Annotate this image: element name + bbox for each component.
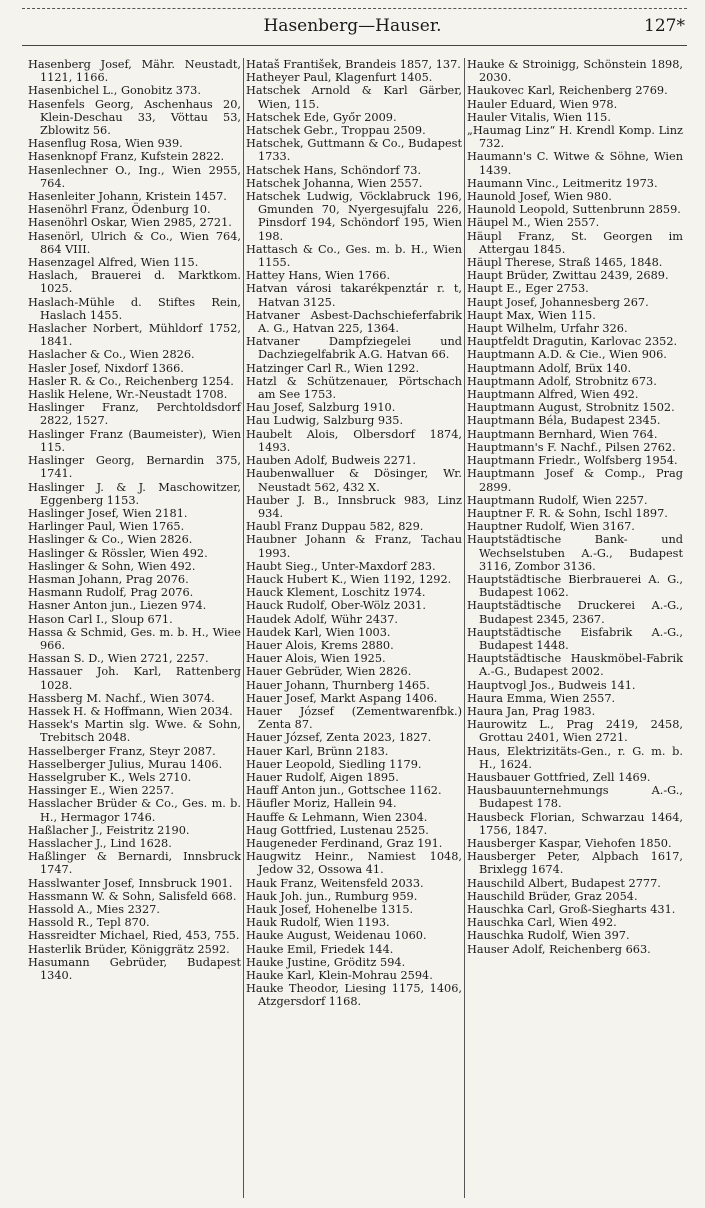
directory-entry: Hauschka Carl, Wien 492. [467,916,617,930]
directory-entry: Hauler Eduard, Wien 978. [467,97,618,111]
directory-entry: Haugeneder Ferdinand, Graz 191. [246,836,443,850]
directory-entry: Hasenörl, Ulrich & Co., Wien 764, 864 VIII. [28,229,241,256]
directory-entry: Haumann's C. Witwe & Söhne, Wien 1439. [467,150,683,177]
directory-entry: Hasenlechner O., Ing., Wien 2955, 764. [28,163,241,190]
directory-entry: Hauptmann Rudolf, Wien 2257. [467,493,648,507]
directory-entry: Hauber J. B., Innsbruck 983, Linz 934. [246,493,462,520]
directory-entry: Haslinger Josef, Wien 2181. [28,506,188,520]
directory-entry: Hauser Adolf, Reichenberg 663. [467,942,651,956]
page-header [0,16,705,42]
directory-entry: Hasler R. & Co., Reichenberg 1254. [28,374,234,388]
directory-entry: Hauptvogl Jos., Budweis 141. [467,678,636,692]
directory-entry: Hattey Hans, Wien 1766. [246,269,391,283]
directory-entry: Hauptmann Adolf, Brüx 140. [467,361,632,375]
directory-entry: Hauk Joh. jun., Rumburg 959. [246,889,418,903]
directory-entry: Hauschka Carl, Groß-Siegharts 431. [467,903,676,916]
directory-entry: Hauke Karl, Klein-Mohrau 2594. [246,969,433,983]
directory-entry: Haupt Max, Wien 115. [467,308,596,322]
column-2 [243,58,464,1198]
directory-entry: Hauptmann Bernhard, Wien 764. [467,427,658,441]
directory-entry: Hasenbichel L., Gonobitz 373. [28,84,201,98]
directory-entry: Hauke & Stroinigg, Schönstein 1898, 2030. [467,58,683,85]
directory-entry: Hasler Josef, Nixdorf 1366. [28,361,184,375]
directory-entry: Hauler Vitalis, Wien 115. [467,110,611,124]
directory-entry: Haslinger Georg, Bernardin 375, 1741. [28,454,241,481]
directory-entry: Hassberg M. Nachf., Wien 3074. [28,691,215,705]
directory-entry: Hauer Alois, Wien 1925. [246,652,386,666]
directory-entry: Hasenöhrl Oskar, Wien 2985, 2721. [28,216,232,230]
directory-entry: Hataš František, Brandeis 1857, 137. [246,58,461,71]
directory-entry: Hauck Hubert K., Wien 1192, 1292. [246,572,452,586]
directory-entry: Haslinger Franz, Perchtoldsdorf 2822, 1527. [28,401,241,428]
directory-entry: Hauptmann's F. Nachf., Pilsen 2762. [467,440,676,454]
directory-entry: Hausbauunternehmungs A.-G., Budapest 178. [467,784,683,811]
directory-entry: Hauck Klement, Loschitz 1974. [246,586,426,600]
directory-entry: Hasenberg Josef, Mähr. Neustadt, 1121, 1166. [28,58,241,85]
directory-entry: Hauer Rudolf, Aigen 1895. [246,770,399,784]
directory-entry: Hauer Gebrüder, Wien 2826. [246,665,412,679]
directory-entry: Haupt Wilhelm, Urfahr 326. [467,322,628,336]
directory-entry: Haug Gottfried, Lustenau 2525. [246,823,429,837]
directory-entry: Hauptmann Alfred, Wien 492. [467,388,639,402]
directory-entry: Hassan S. D., Wien 2721, 2257. [28,652,209,666]
directory-entry: Hauffe & Lehmann, Wien 2304. [246,810,428,824]
directory-entry: Hauschild Albert, Budapest 2777. [467,876,661,890]
directory-entry: Haslinger J. & J. Maschowitzer, Eggenberg 1153. [28,480,241,507]
directory-entry: Hauptmann August, Strobnitz 1502. [467,401,675,415]
directory-entry: Haura Jan, Prag 1983. [467,704,596,718]
directory-entry: Hauer Leopold, Siedling 1179. [246,757,422,771]
directory-entry: Hassmann W. & Sohn, Salisfeld 668. [28,889,237,903]
directory-entry: Haslinger Franz (Baumeister), Wien 115. [28,427,241,454]
directory-entry: Häupl Therese, Straß 1465, 1848. [467,256,663,270]
directory-entry: Hatheyer Paul, Klagenfurt 1405. [246,71,433,85]
directory-entry: Hauptmann Béla, Budapest 2345. [467,414,661,428]
directory-entry: Haslinger & Co., Wien 2826. [28,533,193,547]
directory-entry: Hauschild Brüder, Graz 2054. [467,889,638,903]
directory-entry: Hauptmann Adolf, Strobnitz 673. [467,374,657,388]
directory-entry: Hatschek Hans, Schöndorf 73. [246,163,422,177]
directory-entry: Häufler Moriz, Hallein 94. [246,797,397,811]
directory-entry: Haudek Adolf, Wühr 2437. [246,612,399,626]
page-title: Hasenberg—Hauser. [263,16,442,36]
directory-entry: Hauer Johann, Thurnberg 1465. [246,678,430,692]
directory-entry: Hassold A., Mies 2327. [28,903,160,916]
directory-entry: Haudek Karl, Wien 1003. [246,625,391,639]
directory-entry: Hasenzagel Alfred, Wien 115. [28,256,199,270]
directory-entry: Hassauer Joh. Karl, Rattenberg 1028. [28,665,241,692]
directory-entry: Hasenleiter Johann, Kristein 1457. [28,190,227,204]
directory-entry: Hatvan városi takarékpenztár r. t, Hatvan 3125. [246,282,462,309]
directory-entry: Hau Ludwig, Salzburg 935. [246,414,404,428]
directory-entry: Hasenknopf Franz, Kufstein 2822. [28,150,225,164]
directory-entry: Häupl Franz, St. Georgen im Attergau 1845. [467,229,683,256]
directory-entry: Hauff Anton jun., Gottschee 1162. [246,784,442,798]
directory-entry: Haslinger & Rössler, Wien 492. [28,546,208,560]
columns [22,58,687,1198]
directory-entry: Hauptstädtische Druckerei A.-G., Budapest 2345, 2367. [467,599,683,626]
directory-entry: Hasmann Rudolf, Prag 2076. [28,586,194,600]
column-1 [22,58,243,1198]
directory-entry: Hassold R., Tepl 870. [28,916,150,930]
directory-entry: Hasslacher J., Lind 1628. [28,836,172,850]
directory-entry: Hasenfels Georg, Aschenhaus 20, Klein-Deschau 33, Vöttau 53, Zblowitz 56. [28,97,241,138]
directory-entry: Haslach-Mühle d. Stiftes Rein, Haslach 1455. [28,295,241,322]
directory-entry: Hatschek Ludwig, Vöcklabruck 196, Gmunden 70, Nyergesujfalu 226, Pinsdorf 194, Schöndorf 195, Wien 198. [246,190,462,243]
directory-entry: Hasterlik Brüder, Königgrätz 2592. [28,942,230,956]
directory-entry: Haunold Leopold, Suttenbrunn 2859. [467,203,681,217]
directory-entry: Hausberger Peter, Alpbach 1617, Brixlegg 1674. [467,850,683,877]
directory-entry: Haukovec Karl, Reichenberg 2769. [467,84,668,98]
directory-entry: Hasumann Gebrüder, Budapest 1340. [28,955,241,983]
directory-entry: Haslacher Norbert, Mühldorf 1752, 1841. [28,322,241,349]
directory-entry: Hauer József (Zementwarenfbk.) Zenta 87. [246,704,462,732]
directory-entry: Haubenwalluer & Dösinger, Wr. Neustadt 562, 432 X. [246,467,462,494]
directory-entry: Hauptmann A.D. & Cie., Wien 906. [467,348,667,362]
directory-entry: Hasenöhrl Franz, Ödenburg 10. [28,203,211,217]
directory-entry: Haslach, Brauerei d. Marktkom. 1025. [28,269,241,296]
directory-entry: Hauke Justine, Gröditz 594. [246,955,406,969]
directory-entry: Hassa & Schmid, Ges. m. b. H., Wiee 966. [28,625,241,652]
directory-entry: Haurowitz L., Prag 2419, 2458, Grottau 2401, Wien 2721. [467,718,683,745]
directory-entry: Hauer Alois, Krems 2880. [246,638,394,652]
directory-entry: Hausbeck Florian, Schwarzau 1464, 1756, 1847. [467,810,683,837]
directory-entry: Hauck Rudolf, Ober-Wölz 2031. [246,599,426,613]
directory-entry: Haubner Johann & Franz, Tachau 1993. [246,533,462,560]
directory-entry: Haupt Josef, Johannesberg 267. [467,295,649,309]
column-3 [464,58,685,1198]
directory-entry: Haubelt Alois, Olbersdorf 1874, 1493. [246,427,462,454]
directory-entry: Hatschek Arnold & Karl Gärber, Wien, 115. [246,84,462,111]
directory-entry: Hauer József, Zenta 2023, 1827. [246,731,432,745]
directory-entry: Hauptstädtische Bank- und Wechselstuben A.-G., Budapest 3116, Zombor 3136. [467,533,683,573]
directory-entry: Hauben Adolf, Budweis 2271. [246,454,416,468]
directory-entry: Hatzinger Carl R., Wien 1292. [246,361,420,375]
page-number: 127* [644,16,685,36]
directory-entry: Hauptmann Friedr., Wolfsberg 1954. [467,454,678,468]
directory-entry: Hauptner Rudolf, Wien 3167. [467,520,635,534]
directory-entry: Haupt E., Eger 2753. [467,282,589,296]
directory-entry: Haubt Sieg., Unter-Maxdorf 283. [246,559,436,573]
top-dashed-rule [22,8,687,9]
directory-entry: Hauptfeldt Dragutin, Karlovac 2352. [467,335,678,349]
directory-entry: Hassreidter Michael, Ried, 453, 755. [28,929,240,943]
directory-entry: Häupel M., Wien 2557. [467,216,600,230]
directory-entry: Hatschek Gebr., Troppau 2509. [246,124,426,138]
directory-entry: Hatvaner Dampfziegelei und Dachziegelfabrik A.G. Hatvan 66. [246,335,462,362]
directory-entry: Hassinger E., Wien 2257. [28,784,174,798]
directory-entry: Hattasch & Co., Ges. m. b. H., Wien 1155. [246,242,462,270]
directory-entry: Hasselgruber K., Wels 2710. [28,770,192,784]
directory-entry: Hasner Anton jun., Liezen 974. [28,599,207,613]
directory-entry: Hauke Theodor, Liesing 1175, 1406, Atzgersdorf 1168. [246,982,462,1009]
header-rule [22,45,687,46]
directory-entry: Hason Carl I., Sloup 671. [28,612,173,626]
directory-entry: Hauptstädtische Bierbrauerei A. G., Budapest 1062. [467,572,683,600]
directory-entry: Hauptmann Josef & Comp., Prag 2899. [467,467,683,494]
directory-entry: Haumann Vinc., Leitmeritz 1973. [467,176,658,190]
directory-entry: Hasslacher Brüder & Co., Ges. m. b. H., Hermagor 1746. [28,797,241,824]
directory-entry: Haus, Elektrizitäts-Gen., r. G. m. b. H., 1624. [467,744,683,771]
directory-entry: Hauptstädtische Hauskmöbel-Fabrik A.-G., Budapest 2002. [467,652,683,679]
directory-entry: Hauschka Rudolf, Wien 397. [467,929,630,943]
directory-entry: Hauer Josef, Markt Aspang 1406. [246,691,438,705]
directory-entry: Hatschek, Guttmann & Co., Budapest 1733. [246,137,462,164]
directory-entry: Hauk Rudolf, Wien 1193. [246,916,390,930]
directory-entry: Hasenflug Rosa, Wien 939. [28,137,183,151]
directory-entry: Haubl Franz Duppau 582, 829. [246,520,424,534]
directory-entry: Haunold Josef, Wien 980. [467,190,612,204]
directory-entry: „Haumag Linz“ H. Krendl Komp. Linz 732. [467,124,683,151]
directory-entry: Haßlinger & Bernardi, Innsbruck 1747. [28,850,241,877]
directory-entry: Haßlacher J., Feistritz 2190. [28,823,190,837]
directory-entry: Harlinger Paul, Wien 1765. [28,520,185,534]
directory-entry: Hassek H. & Hoffmann, Wien 2034. [28,704,233,718]
directory-entry: Hatvaner Asbest-Dachschieferfabrik A. G., Hatvan 225, 1364. [246,308,462,336]
directory-entry: Hau Josef, Salzburg 1910. [246,401,396,415]
directory-entry: Haslacher & Co., Wien 2826. [28,348,195,362]
directory-entry: Hausbauer Gottfried, Zell 1469. [467,770,651,784]
directory-entry: Hasslwanter Josef, Innsbruck 1901. [28,876,233,890]
directory-entry: Hauer Karl, Brünn 2183. [246,744,389,758]
directory-entry: Hasselberger Julius, Murau 1406. [28,757,223,771]
directory-entry: Haugwitz Heinr., Namiest 1048, Jedow 32, Ossowa 41. [246,850,462,877]
directory-entry: Haupt Brüder, Zwittau 2439, 2689. [467,269,669,283]
directory-entry: Hauke August, Weidenau 1060. [246,929,427,943]
directory-entry: Hasman Johann, Prag 2076. [28,572,189,586]
directory-entry: Hauk Josef, Hohenelbe 1315. [246,903,414,916]
directory-entry: Hausberger Kaspar, Viehofen 1850. [467,836,672,850]
directory-entry: Hatschek Johanna, Wien 2557. [246,176,423,190]
directory-entry: Haslik Helene, Wr.-Neustadt 1708. [28,388,228,402]
directory-entry: Haslinger & Sohn, Wien 492. [28,559,196,573]
directory-entry: Hauptstädtische Eisfabrik A.-G., Budapest 1448. [467,625,683,652]
directory-entry: Hatzl & Schützenauer, Pörtschach am See 1753. [246,374,462,402]
directory-entry: Hatschek Ede, Győr 2009. [246,110,397,124]
directory-entry: Hasselberger Franz, Steyr 2087. [28,744,216,758]
directory-entry: Hauke Emil, Friedek 144. [246,942,394,956]
directory-entry: Hauptner F. R. & Sohn, Ischl 1897. [467,506,668,520]
directory-entry: Hassek's Martin slg. Wwe. & Sohn, Trebitsch 2048. [28,718,241,745]
directory-entry: Haura Emma, Wien 2557. [467,691,616,705]
directory-entry: Hauk Franz, Weitensfeld 2033. [246,876,424,890]
